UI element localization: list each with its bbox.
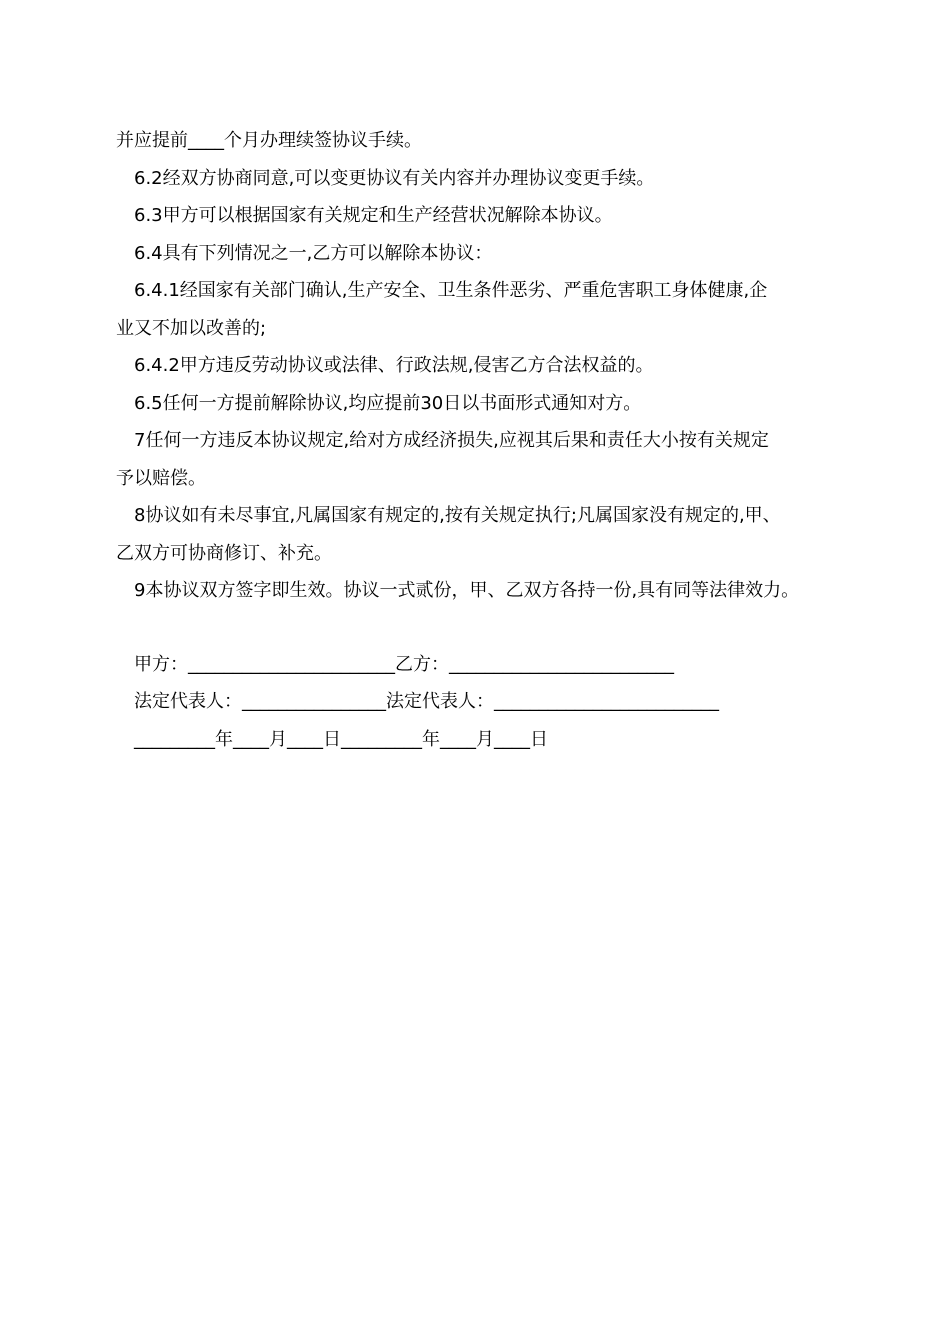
clause-6-4: 6.4具有下列情况之一,乙方可以解除本协议：: [134, 242, 493, 264]
clause-6-2: 6.2经双方协商同意,可以变更协议有关内容并办理协议变更手续。: [134, 167, 655, 189]
clause-6-3: 6.3甲方可以根据国家有关规定和生产经营状况解除本协议。: [134, 205, 613, 226]
signature-parties: 甲方：_______________________乙方：_________________________: [134, 653, 674, 675]
document-body: [116, 122, 836, 758]
clause-8-line-1: 8协议如有未尽事宜,凡属国家有规定的,按有关规定执行;凡属国家没有规定的,甲、: [134, 505, 781, 526]
signature-representatives: 法定代表人：________________法定代表人：_________________________: [134, 691, 719, 712]
clause-6-5: 6.5任何一方提前解除协议,均应提前30日以书面形式通知对方。: [134, 392, 642, 414]
clause-7-line-1: 7任何一方违反本协议规定,给对方成经济损失,应视其后果和责任大小按有关规定: [134, 430, 769, 451]
clause-7-line-2: 予以赔偿。: [116, 467, 206, 489]
paragraph-renewal-notice: 并应提前____个月办理续签协议手续。: [116, 130, 422, 151]
clause-6-4-1-line-1: 6.4.1经国家有关部门确认,生产安全、卫生条件恶劣、严重危害职工身体健康,企: [134, 280, 768, 301]
clause-6-4-2: 6.4.2甲方违反劳动协议或法律、行政法规,侵害乙方合法权益的。: [134, 355, 654, 376]
clause-6-4-1-line-2: 业又不加以改善的;: [116, 317, 267, 339]
clause-8-line-2: 乙双方可协商修订、补充。: [116, 542, 332, 564]
clause-9: 9本协议双方签字即生效。协议一式贰份，甲、乙双方各持一份,具有同等法律效力。: [134, 580, 800, 601]
signature-dates: _________年____月____日_________年____月____日: [134, 728, 548, 750]
signature-spacer: [116, 610, 836, 646]
